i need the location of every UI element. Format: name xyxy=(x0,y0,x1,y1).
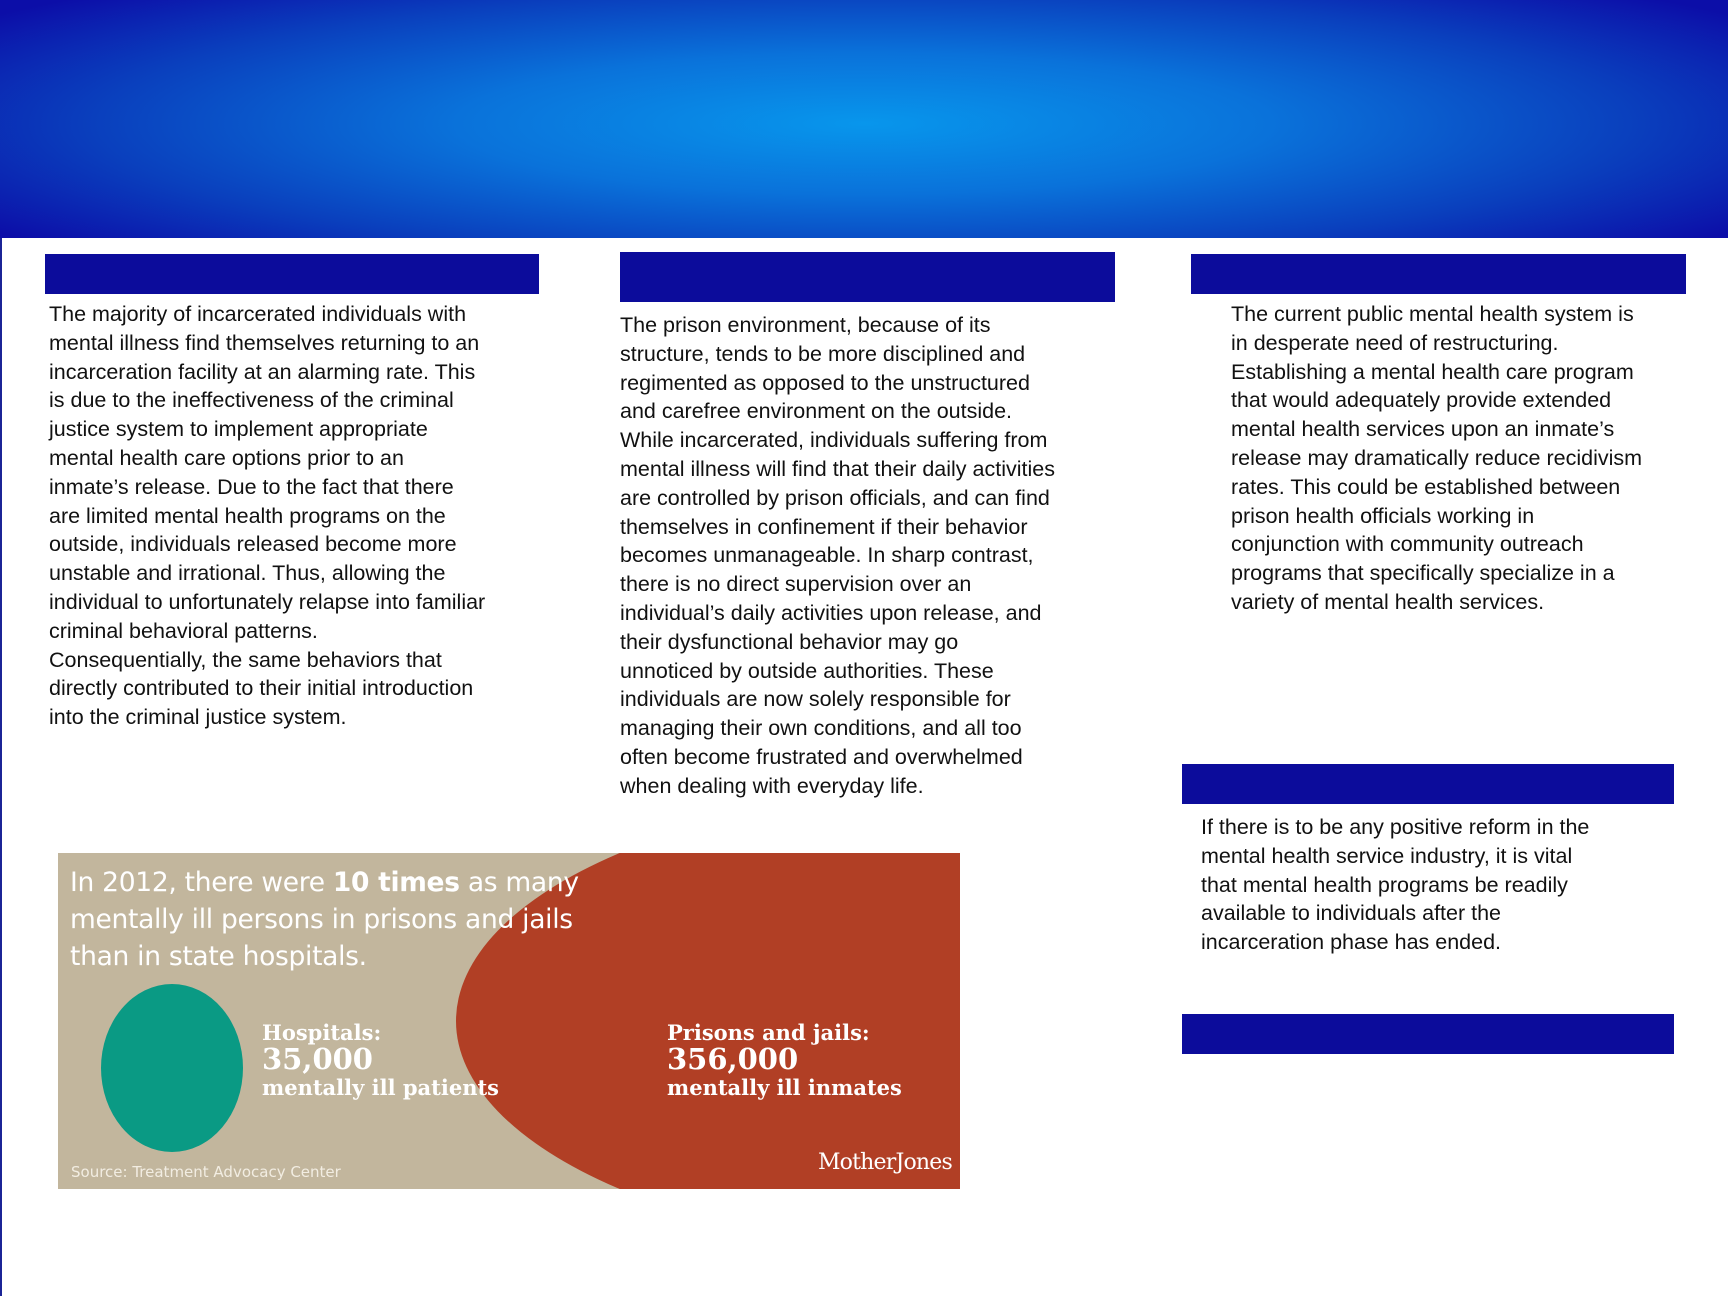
conclusion-text: If there is to be any positive reform in the mental health service industry, it is vital that mental health programs be readily available to individuals after the incarceration phase has ended. xyxy=(1201,815,1590,955)
hospitals-subtitle: mentally ill patients xyxy=(262,1074,499,1100)
infographic-headline-pre: In 2012, there were xyxy=(70,867,333,898)
header-banner xyxy=(0,0,1728,238)
prisons-subtitle: mentally ill inmates xyxy=(667,1074,902,1100)
section-header-bar-middle xyxy=(620,252,1115,302)
infographic-source: Source: Treatment Advocacy Center xyxy=(71,1163,341,1181)
hospitals-stat xyxy=(262,1021,499,1099)
prisons-stat xyxy=(667,1021,902,1099)
right-column-text: The current public mental health system is in desperate need of restructuring. Establishing a mental health care program that would adequately provide extended mental health services upon an inmate’s release may dramatically reduce recidivism rates. This could be established between prison health officials working in conjunction with community outreach programs that specifically specialize in a variety of mental health services. xyxy=(1231,302,1643,614)
section-header-bar-right xyxy=(1191,254,1686,294)
infographic-headline-bold: 10 times xyxy=(332,867,460,898)
middle-column-text: The prison environment, because of its structure, tends to be more disciplined and regimented as opposed to the unstructured and carefree environment on the outside. While incarcerated, individuals suffering from mental illness will find that their daily activities are controlled by prison officials, and can find themselves in confinement if their behavior becomes unmanageable. In sharp contrast, there is no direct supervision over an individual’s daily activities upon release, and their dysfunctional behavior may go unnoticed by outside authorities. These individuals are now solely responsible for managing their own conditions, and all too often become frustrated and overwhelmed when dealing with everyday life. xyxy=(620,313,1055,798)
page-left-border xyxy=(0,238,2,1296)
hospitals-circle xyxy=(101,984,243,1152)
infographic-headline-post: as many mentally ill persons in prisons and jails than in state hospitals. xyxy=(70,867,579,972)
section-header-bar-conclusion xyxy=(1182,764,1674,804)
infographic-headline xyxy=(70,864,630,975)
section-header-bar-left xyxy=(45,254,539,294)
mother-jones-logo: MotherJones xyxy=(817,1150,952,1175)
prisons-number: 356,000 xyxy=(667,1042,799,1077)
left-column-text: The majority of incarcerated individuals with mental illness find themselves returning to an incarceration facility at an alarming rate. This is due to the ineffectiveness of the criminal justice system to implement appropriate mental health care options prior to an inmate’s release. Due to the fact that there are limited mental health programs on the outside, individuals released become more unstable and irrational. Thus, allowing the individual to unfortunately relapse into familiar criminal behavioral patterns. Consequentially, the same behaviors that directly contributed to their initial introduction into the criminal justice system. xyxy=(49,302,486,730)
hospitals-title: Hospitals: xyxy=(262,1020,382,1045)
hospitals-number: 35,000 xyxy=(262,1042,373,1077)
prisons-title: Prisons and jails: xyxy=(667,1020,870,1045)
section-header-bar-references xyxy=(1182,1014,1674,1054)
infographic xyxy=(58,853,960,1189)
